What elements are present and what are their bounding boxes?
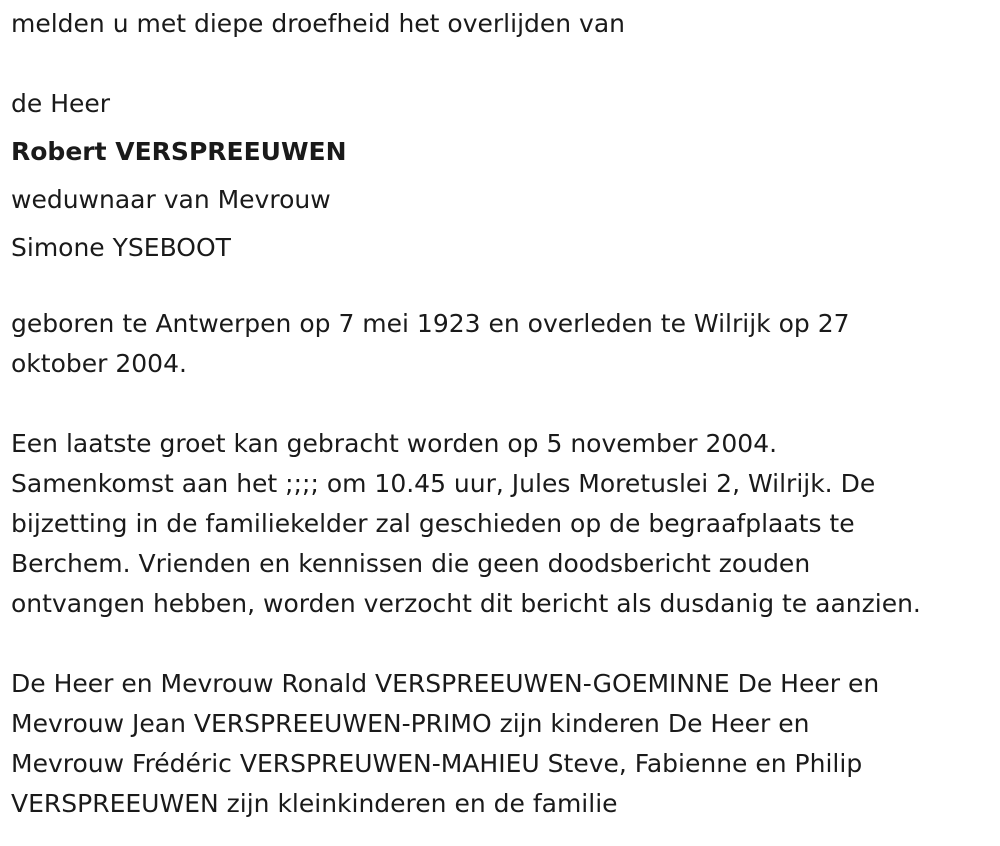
spacer <box>11 384 991 424</box>
paragraph-line: oktober 2004. <box>11 349 187 378</box>
death-notice <box>11 0 991 824</box>
paragraph-line: De Heer en Mevrouw Ronald VERSPREEUWEN-GOEMINNE De Heer en <box>11 669 880 698</box>
widow-line: weduwnaar van Mevrouw <box>11 185 331 214</box>
paragraph-line: Samenkomst aan het ;;;; om 10.45 uur, Jules Moretuslei 2, Wilrijk. De <box>11 469 876 498</box>
paragraph-line: Een laatste groet kan gebracht worden op 5 november 2004. <box>11 429 778 458</box>
paragraph-line: VERSPREEUWEN zijn kleinkinderen en de familie <box>11 789 618 818</box>
paragraph-line: ontvangen hebben, worden verzocht dit bericht als dusdanig te aanzien. <box>11 589 921 618</box>
paragraph-line: Mevrouw Frédéric VERSPREUWEN-MAHIEU Steve, Fabienne en Philip <box>11 749 863 778</box>
paragraph-line: bijzetting in de familiekelder zal geschieden op de begraafplaats te <box>11 509 855 538</box>
paragraph-line: geboren te Antwerpen op 7 mei 1923 en overleden te Wilrijk op 27 <box>11 309 850 338</box>
title-prefix: de Heer <box>11 89 111 118</box>
intro-text: melden u met diepe droefheid het overlijden van <box>11 9 626 38</box>
paragraph-line: Berchem. Vrienden en kennissen die geen doodsbericht zouden <box>11 549 811 578</box>
spacer <box>11 48 991 80</box>
spacer <box>11 272 991 304</box>
birth-death-paragraph <box>11 304 991 384</box>
spouse-name: Simone YSEBOOT <box>11 233 231 262</box>
family-paragraph <box>11 664 991 824</box>
ceremony-paragraph <box>11 424 991 624</box>
deceased-name: Robert VERSPREEUWEN <box>11 137 347 166</box>
spacer <box>11 624 991 664</box>
paragraph-line: Mevrouw Jean VERSPREEUWEN-PRIMO zijn kinderen De Heer en <box>11 709 810 738</box>
